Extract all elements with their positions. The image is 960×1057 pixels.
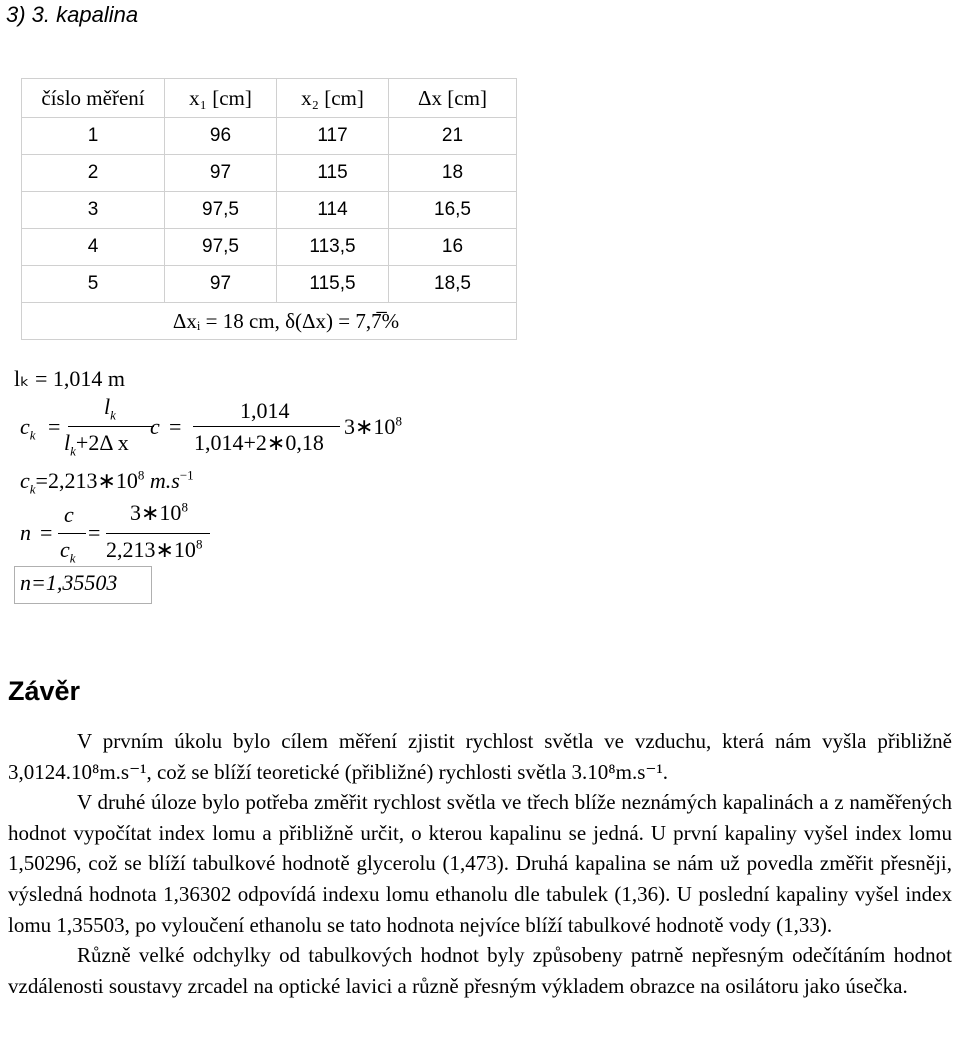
- ck-denominator: [64, 430, 129, 459]
- n-den1: [60, 537, 76, 566]
- n-den2-exp: 8: [195, 536, 203, 552]
- ck-den-sub: k: [70, 443, 76, 459]
- ck-symbol: [20, 414, 36, 443]
- n-num1: [64, 502, 74, 528]
- c-equals: =: [169, 414, 182, 439]
- lk-formula: lₖ = 1,014 m: [14, 366, 125, 391]
- section-heading: 3) 3. kapalina: [6, 2, 139, 27]
- table-header-cell: Δx [cm]: [389, 79, 517, 118]
- table-cell: 4: [22, 229, 165, 266]
- conclusion-title: Závěr: [8, 676, 81, 706]
- table-cell: 2: [22, 155, 165, 192]
- measurement-table: [21, 78, 517, 340]
- ck-den-l: l: [64, 430, 71, 455]
- table-cell: 18,5: [389, 266, 517, 303]
- n-equals: =: [40, 520, 53, 545]
- ck-result: [20, 467, 194, 497]
- ck-den-rest: +2Δ x: [75, 430, 129, 455]
- n-num1-text: c: [64, 502, 74, 527]
- table-cell: 115: [277, 155, 389, 192]
- table-header-cell: x₁ [cm]: [165, 79, 277, 118]
- n-den1-sub: k: [69, 550, 76, 566]
- ck-c: c: [20, 414, 30, 439]
- table-cell: 3: [22, 192, 165, 229]
- ck-sub: k: [29, 427, 36, 443]
- ck-result-c: c: [20, 468, 30, 493]
- n-result: [20, 570, 117, 596]
- table-cell: 16: [389, 229, 517, 266]
- table-row: [22, 155, 517, 192]
- table-cell: 21: [389, 118, 517, 155]
- ck-num-l: l: [104, 394, 111, 419]
- table-row: [22, 266, 517, 303]
- table-summary-row: [22, 303, 517, 340]
- table-cell: 97,5: [165, 192, 277, 229]
- table-cell: 113,5: [277, 229, 389, 266]
- table-cell: 97,5: [165, 229, 277, 266]
- n-symbol-text: n: [20, 520, 31, 545]
- c-symbol-text: c: [150, 414, 160, 439]
- n-den2-text: 2,213∗10: [106, 537, 196, 562]
- ck-result-sub: k: [29, 481, 36, 497]
- table-cell: 96: [165, 118, 277, 155]
- table-cell: 115,5: [277, 266, 389, 303]
- table-header-row: [22, 79, 517, 118]
- c-mult-exp: 8: [395, 413, 402, 429]
- n-den2: [106, 537, 202, 563]
- table-cell: 97: [165, 155, 277, 192]
- ck-result-exp: 8: [137, 467, 145, 483]
- table-row: [22, 192, 517, 229]
- table-cell: 114: [277, 192, 389, 229]
- ck-result-unit-exp: −1: [179, 467, 194, 483]
- c-mult-text: 3∗10: [344, 414, 396, 439]
- n-num2: [130, 500, 188, 526]
- n-symbol: [20, 520, 31, 546]
- table-header-cell: číslo měření: [22, 79, 165, 118]
- table-cell: 117: [277, 118, 389, 155]
- summary-cell: Δxᵢ = 18 cm, δ(Δx) = 7,7̅%: [22, 303, 517, 340]
- c-fraction-line: [193, 426, 340, 427]
- n-equals-2: =: [88, 520, 101, 545]
- table-cell: 18: [389, 155, 517, 192]
- n-num2-text: 3∗10: [130, 500, 182, 525]
- table-cell: 16,5: [389, 192, 517, 229]
- n-result-text: n=1,35503: [20, 570, 118, 595]
- n-fraction-line-2: [106, 533, 210, 534]
- ck-fraction-line: [68, 426, 154, 427]
- ck-result-value: =2,213∗10: [35, 468, 138, 493]
- table-cell: 97: [165, 266, 277, 303]
- table-row: [22, 229, 517, 266]
- conclusion-text: [8, 726, 952, 1001]
- n-den1-text: c: [60, 537, 70, 562]
- c-numerator: 1,014: [240, 398, 290, 423]
- n-num2-exp: 8: [181, 499, 188, 515]
- table-row: [22, 118, 517, 155]
- table-cell: 1: [22, 118, 165, 155]
- table-header-cell: x₂ [cm]: [277, 79, 389, 118]
- paragraph-2: V druhé úloze bylo potřeba změřit rychlost světla ve třech blíže neznámých kapalinách a z naměřených hodnot vypočítat index lomu a přibližně určit, o kterou kapalinu se jedná. U první kapaliny vyšel index lomu 1,50296, což se blíží tabulkové hodnotě glycerolu (1,473). Druhá kapalina se nám už povedla změřit přesněji, výsledná hodnota 1,36302 odpovídá indexu lomu ethanolu dle tabulek (1,36). U poslední kapaliny vyšel index lomu 1,35503, po vyloučení ethanolu se tato hodnota nejvíce blíží tabulkové hodnotě vody (1,33).: [8, 790, 952, 937]
- c-symbol: [150, 414, 160, 440]
- c-multiplier: [344, 414, 402, 440]
- paragraph-3: Různě velké odchylky od tabulkových hodnot byly způsobeny patrně nepřesným odečítáním hodnot vzdálenosti soustavy zrcadel na optické lavici a různě přesným výkladem obrazce na osilátoru jako úsečka.: [8, 943, 952, 998]
- paragraph-1: V prvním úkolu bylo cílem měření zjistit rychlost světla ve vzduchu, která nám vyšla přibližně 3,0124.10⁸m.s⁻¹, což se blíží teoretické (přibližné) rychlosti světla 3.10⁸m.s⁻¹.: [8, 729, 952, 784]
- table-cell: 5: [22, 266, 165, 303]
- ck-num-sub: k: [110, 407, 116, 423]
- ck-equals: =: [48, 414, 61, 439]
- c-denominator: 1,014+2∗0,18: [194, 430, 324, 455]
- ck-result-unit: m.s: [149, 468, 180, 493]
- n-fraction-line-1: [58, 533, 86, 534]
- ck-numerator: [104, 394, 116, 423]
